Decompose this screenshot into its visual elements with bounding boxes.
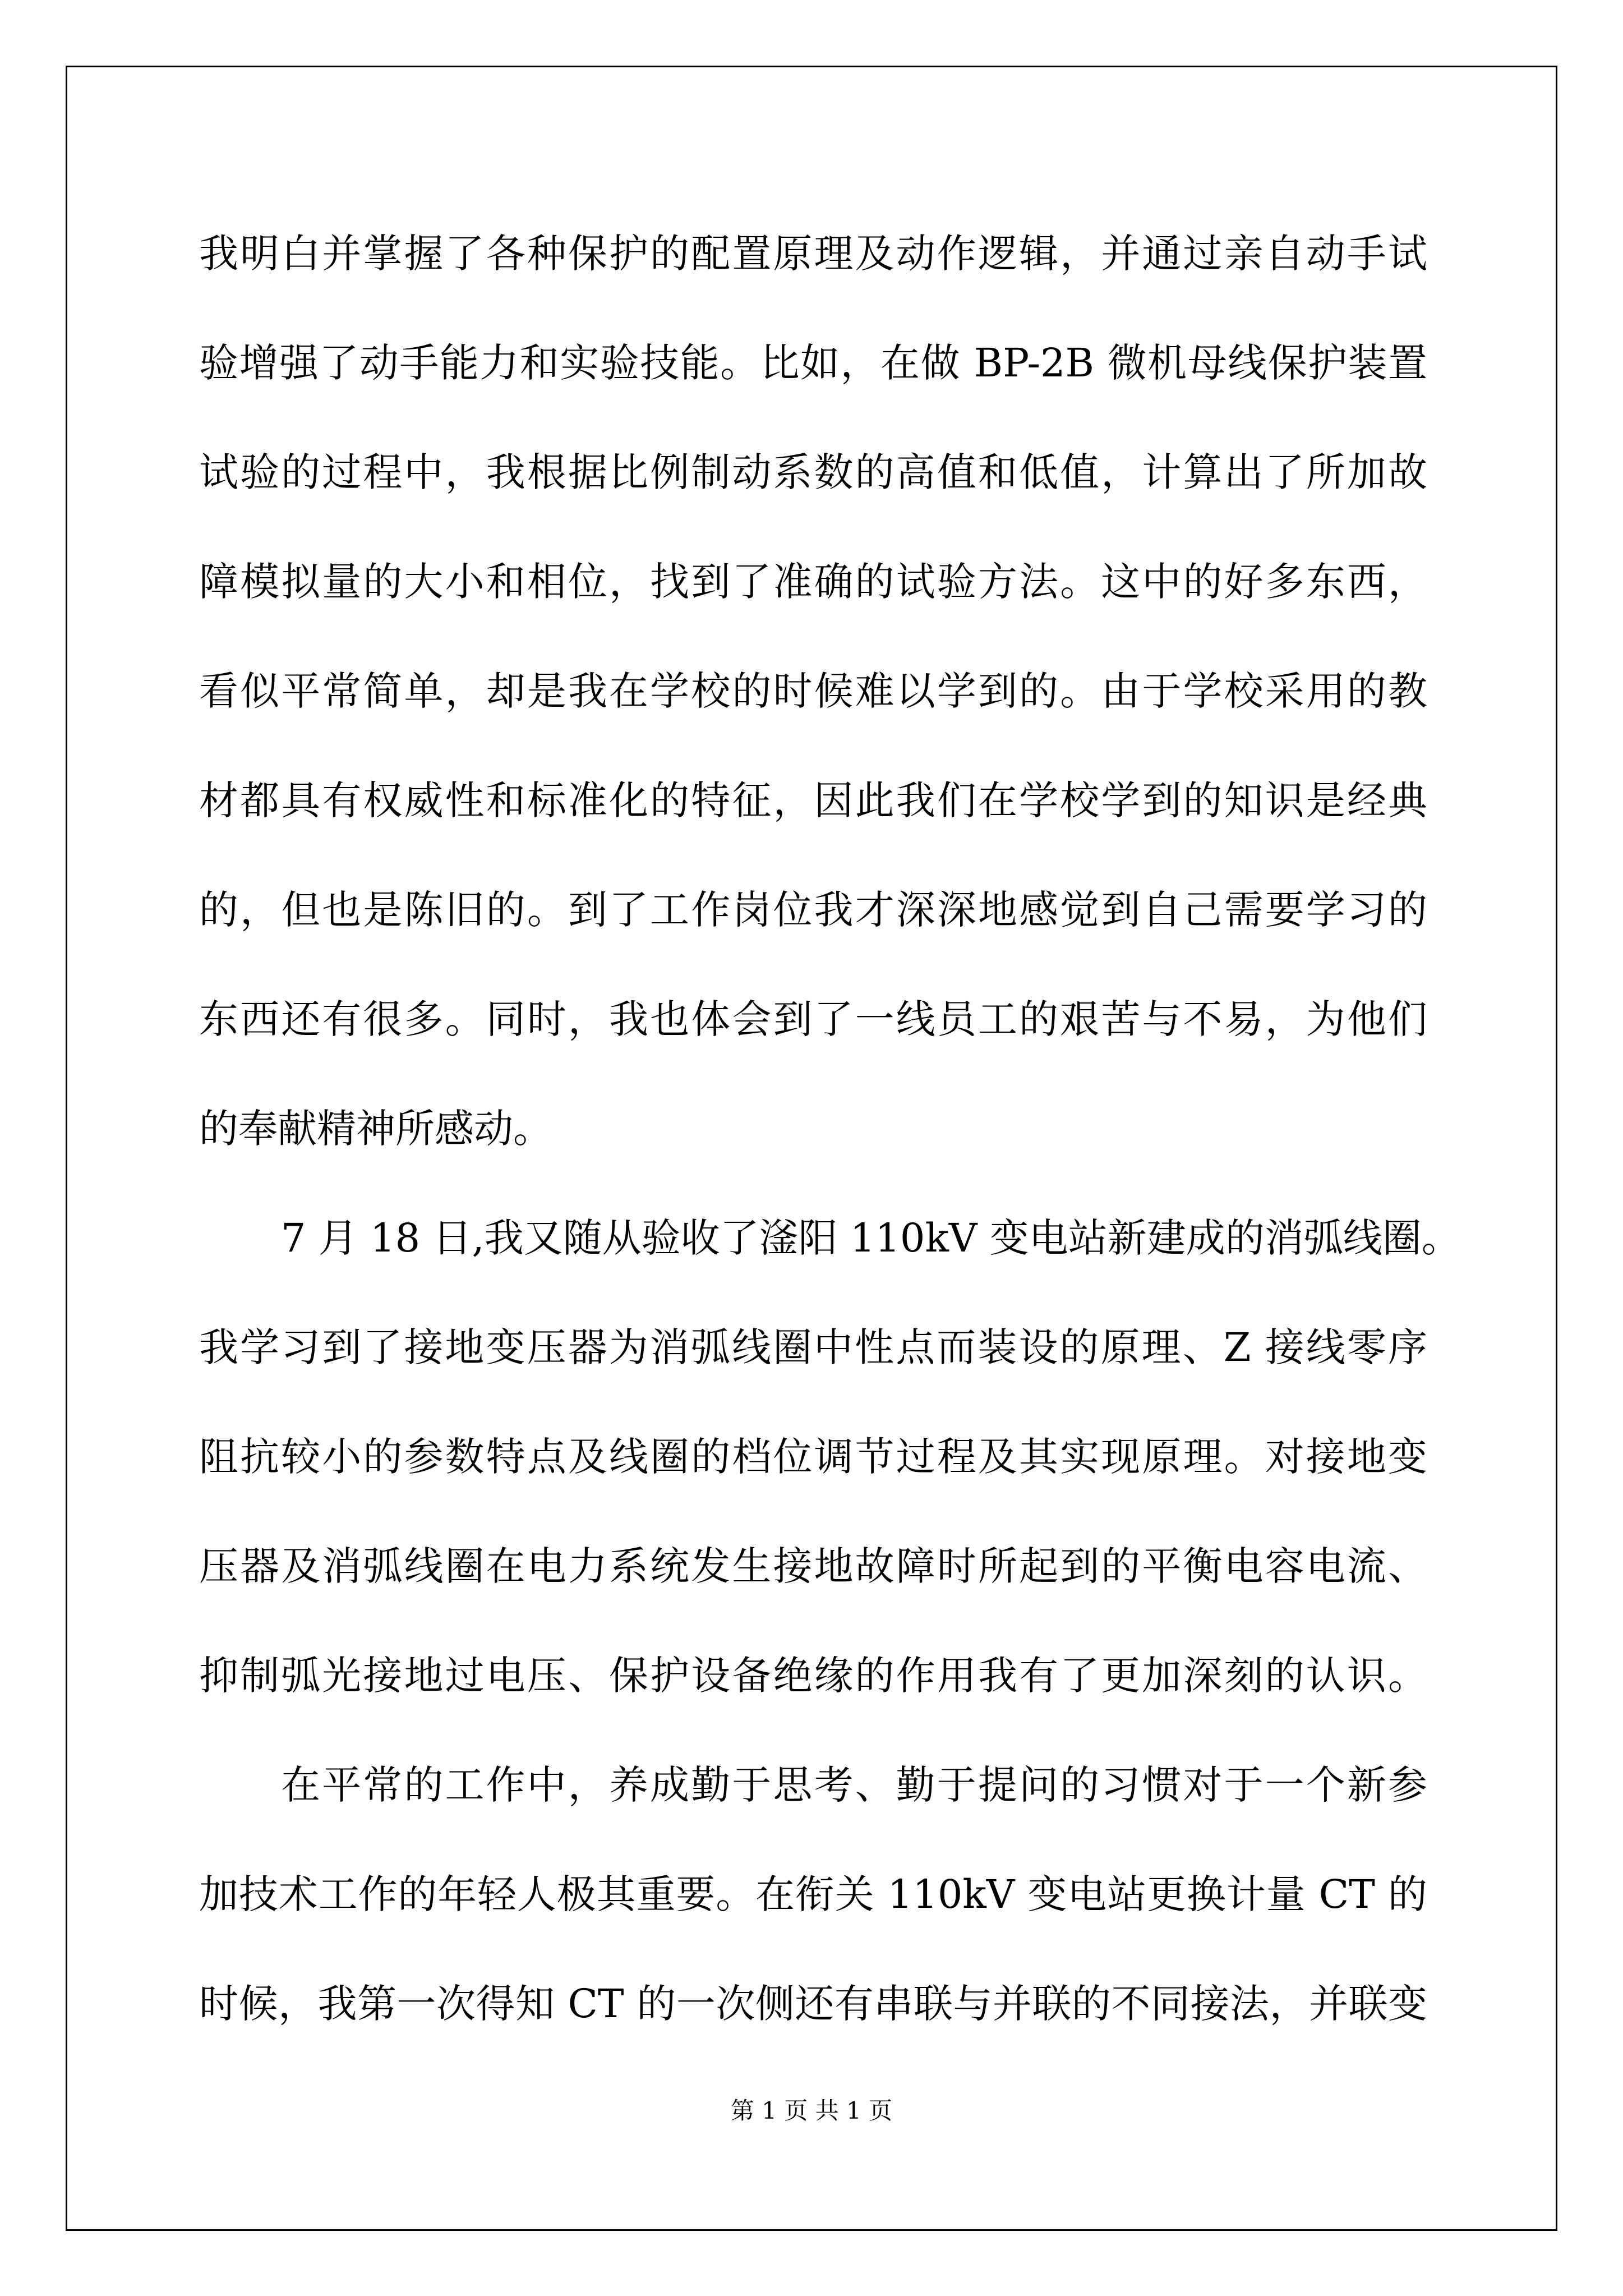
- text-line: 加技术工作的年轻人极其重要。在衔关 110kV 变电站更换计量 CT 的: [199, 1871, 1427, 1917]
- text-line: 阻抗较小的参数特点及线圈的档位调节过程及其实现原理。对接地变: [199, 1434, 1427, 1480]
- page-number-footer: 第 1 页 共 1 页: [730, 2097, 893, 2124]
- paragraph-2: [199, 1197, 1461, 1743]
- text-line: 压器及消弧线圈在电力系统发生接地故障时所起到的平衡电容电流、: [199, 1543, 1427, 1589]
- text-line: 看似平常简单，却是我在学校的时候难以学到的。由于学校采用的教: [199, 668, 1427, 714]
- text-line: 障模拟量的大小和相位，找到了准确的试验方法。这中的好多东西，: [199, 559, 1427, 605]
- text-line: 验增强了动手能力和实验技能。比如，在做 BP-2B 微机母线保护装置: [199, 340, 1427, 386]
- paragraph-3: [199, 1743, 1427, 2072]
- text-line: 我明白并掌握了各种保护的配置原理及动作逻辑，并通过亲自动手试: [199, 231, 1427, 277]
- text-line: 材都具有权威性和标准化的特征，因此我们在学校学到的知识是经典: [199, 777, 1427, 823]
- document-body: [199, 212, 1461, 2072]
- text-line: 时候，我第一次得知 CT 的一次侧还有串联与并联的不同接法，并联变: [199, 1981, 1427, 2027]
- text-line: 试验的过程中，我根据比例制动系数的高值和低值，计算出了所加故: [199, 449, 1427, 495]
- text-line: 在平常的工作中，养成勤于思考、勤于提问的习惯对于一个新参: [281, 1762, 1427, 1808]
- text-line: 的奉献精神所感动。: [199, 1106, 552, 1152]
- text-line: 7 月 18 日,我又随从验收了滏阳 110kV 变电站新建成的消弧线圈。: [281, 1215, 1461, 1261]
- paragraph-1: [199, 212, 1427, 1197]
- text-line: 东西还有很多。同时，我也体会到了一线员工的艰苦与不易，为他们: [199, 996, 1427, 1042]
- text-line: 的，但也是陈旧的。到了工作岗位我才深深地感觉到自己需要学习的: [199, 887, 1427, 933]
- text-line: 抑制弧光接地过电压、保护设备绝缘的作用我有了更加深刻的认识。: [199, 1653, 1427, 1699]
- text-line: 我学习到了接地变压器为消弧线圈中性点而装设的原理、Z 接线零序: [199, 1324, 1427, 1370]
